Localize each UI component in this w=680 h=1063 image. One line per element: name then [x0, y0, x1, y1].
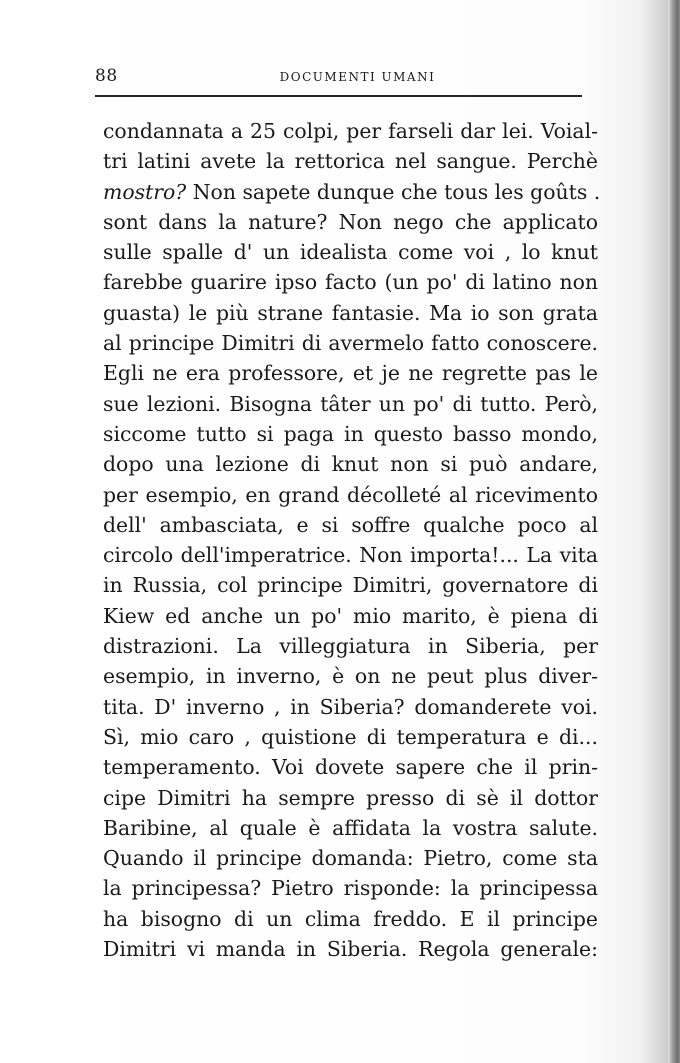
text-line: distrazioni. La villeggiatura in Siberia, per — [103, 634, 598, 659]
text-line: la principessa? Pietro risponde: la principessa — [103, 876, 598, 901]
text-line: siccome tutto si paga in questo basso mondo, — [103, 421, 598, 446]
page-edge-shadow — [668, 0, 680, 1063]
text-line: farebbe guarire ipso facto (un po' di latino non — [103, 270, 598, 295]
text-line: tri latini avete la rettorica nel sangue. Perchè — [103, 149, 598, 174]
text-line: sont dans la nature? Non nego che applicato — [103, 209, 598, 234]
text-line: condannata a 25 colpi, per farseli dar lei. Voial- — [103, 119, 598, 143]
italic-word: mostro? — [103, 179, 187, 204]
body-text — [103, 116, 601, 964]
text-line: dopo una lezione di knut non si può andare, — [103, 452, 598, 477]
page-header — [95, 64, 580, 88]
text-line: esempio, in inverno, è on ne peut plus diver- — [103, 664, 598, 689]
text-line-with-italic — [103, 177, 601, 207]
running-title: DOCUMENTI UMANI — [279, 70, 436, 84]
text-line: Egli ne era professore, et je ne regrette pas le — [103, 361, 598, 386]
text-line: in Russia, col principe Dimitri, governatore di — [103, 573, 598, 598]
text-line: Baribine, al quale è affidata la vostra salute. — [103, 815, 598, 840]
text-line: cipe Dimitri ha sempre presso di sè il dottor — [103, 785, 598, 810]
text-line: Kiew ed anche un po' mio marito, è piena di — [103, 603, 598, 628]
text-line: Dimitri vi manda in Siberia. Regola generale: — [103, 937, 598, 962]
text-line: sulle spalle d' un idealista come voi , lo knut — [103, 240, 598, 265]
text-line: temperamento. Voi dovete sapere che il prin- — [103, 755, 598, 780]
header-rule — [95, 95, 582, 97]
text-line: tita. D' inverno , in Siberia? domanderete voi. — [103, 694, 598, 719]
text-line: Quando il principe domanda: Pietro, come sta — [103, 846, 598, 871]
text-line-remainder: Non sapete dunque che tous les goûts . — [192, 179, 601, 204]
text-line: ha bisogno di un clima freddo. E il principe — [103, 906, 598, 931]
text-line: Sì, mio caro , quistione di temperatura e di... — [103, 724, 598, 749]
page-number: 88 — [95, 66, 118, 86]
text-line: al principe Dimitri di avermelo fatto conoscere. — [103, 331, 598, 356]
text-line: guasta) le più strane fantasie. Ma io son grata — [103, 300, 598, 325]
text-line: dell' ambasciata, e si soffre qualche poco al — [103, 512, 598, 537]
text-line: per esempio, en grand décolleté al ricevimento — [103, 482, 598, 507]
text-line: sue lezioni. Bisogna tâter un po' di tutto. Però, — [103, 391, 598, 416]
text-line: circolo dell'imperatrice. Non importa!... La vita — [103, 543, 598, 568]
